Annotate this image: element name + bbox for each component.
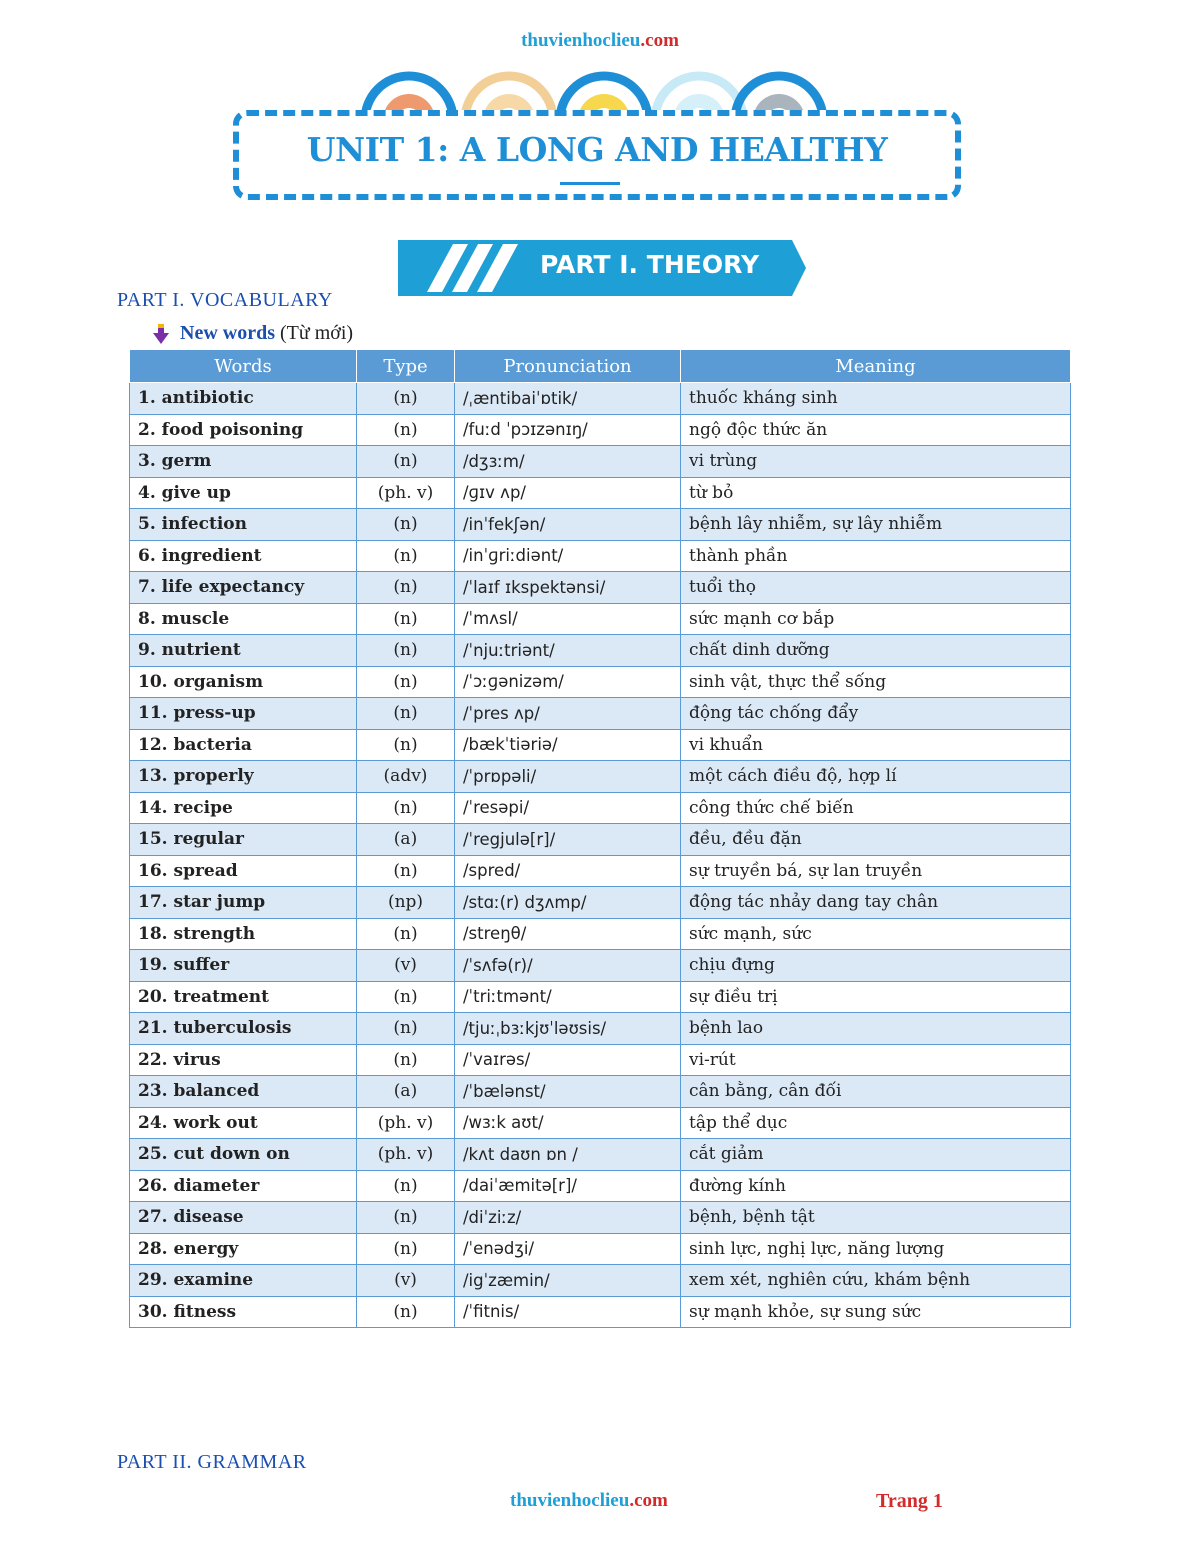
table-cell-type: (n): [357, 572, 455, 604]
table-row: [130, 950, 1071, 982]
table-cell-meaning: thành phần: [681, 540, 1071, 572]
table-cell-type: (n): [357, 1170, 455, 1202]
site-link-top[interactable]: [0, 30, 1200, 52]
table-cell-type: (n): [357, 729, 455, 761]
table-row: [130, 792, 1071, 824]
table-cell-word: 18. strength: [130, 918, 357, 950]
vocabulary-table: [129, 349, 1071, 1328]
site-name: thuvienhoclieu: [521, 30, 641, 51]
table-row: [130, 1170, 1071, 1202]
site-name: thuvienhoclieu: [510, 1490, 630, 1511]
table-cell-meaning: bệnh lao: [681, 1013, 1071, 1045]
title-overflow-line: [560, 180, 640, 188]
page-number: Trang 1: [876, 1490, 943, 1512]
column-header-words: Words: [130, 350, 357, 383]
table-cell-pronunciation: /ˈɔːɡənizəm/: [455, 666, 681, 698]
table-cell-pronunciation: /tjuːˌbɜːkjʊˈləʊsis/: [455, 1013, 681, 1045]
table-row: [130, 540, 1071, 572]
table-cell-word: 26. diameter: [130, 1170, 357, 1202]
table-cell-type: (n): [357, 792, 455, 824]
table-cell-pronunciation: /ˈenədʒi/: [455, 1233, 681, 1265]
unit-title: UNIT 1: A LONG AND HEALTHY: [306, 130, 888, 169]
table-cell-word: 21. tuberculosis: [130, 1013, 357, 1045]
table-cell-word: 3. germ: [130, 446, 357, 478]
table-cell-word: 17. star jump: [130, 887, 357, 919]
table-cell-meaning: chất dinh dưỡng: [681, 635, 1071, 667]
table-cell-word: 13. properly: [130, 761, 357, 793]
table-row: [130, 1076, 1071, 1108]
table-cell-meaning: sức mạnh, sức: [681, 918, 1071, 950]
table-row: [130, 603, 1071, 635]
table-row: [130, 477, 1071, 509]
table-cell-pronunciation: /ˈvaɪrəs/: [455, 1044, 681, 1076]
new-words-subtitle: (Từ mới): [275, 322, 354, 344]
table-cell-type: (a): [357, 1076, 455, 1108]
part-banner-title: PART I. THEORY: [540, 250, 760, 279]
table-cell-pronunciation: /daiˈæmitə[r]/: [455, 1170, 681, 1202]
table-cell-pronunciation: /ˈresəpi/: [455, 792, 681, 824]
table-cell-meaning: sinh vật, thực thể sống: [681, 666, 1071, 698]
table-row: [130, 414, 1071, 446]
table-row: [130, 509, 1071, 541]
table-cell-pronunciation: /ˈmʌsl/: [455, 603, 681, 635]
table-cell-word: 16. spread: [130, 855, 357, 887]
table-cell-word: 4. give up: [130, 477, 357, 509]
table-cell-word: 27. disease: [130, 1202, 357, 1234]
table-cell-meaning: chịu đựng: [681, 950, 1071, 982]
table-cell-word: 29. examine: [130, 1265, 357, 1297]
site-domain: .com: [640, 30, 679, 51]
table-cell-pronunciation: /stɑː(r) dʒʌmp/: [455, 887, 681, 919]
table-cell-pronunciation: /ˌæntibaiˈɒtik/: [455, 383, 681, 415]
table-cell-type: (ph. v): [357, 1139, 455, 1171]
table-cell-word: 10. organism: [130, 666, 357, 698]
table-cell-word: 7. life expectancy: [130, 572, 357, 604]
table-cell-meaning: sự điều trị: [681, 981, 1071, 1013]
table-cell-meaning: ngộ độc thức ăn: [681, 414, 1071, 446]
table-cell-meaning: đều, đều đặn: [681, 824, 1071, 856]
table-cell-meaning: tuổi thọ: [681, 572, 1071, 604]
table-cell-meaning: sự truyền bá, sự lan truyền: [681, 855, 1071, 887]
table-cell-meaning: sự mạnh khỏe, sự sung sức: [681, 1296, 1071, 1328]
table-cell-pronunciation: /ˈlaɪf ɪkspektənsi/: [455, 572, 681, 604]
table-cell-pronunciation: /ˈprɒpəli/: [455, 761, 681, 793]
table-cell-pronunciation: /streŋθ/: [455, 918, 681, 950]
table-row: [130, 1233, 1071, 1265]
table-cell-pronunciation: /bækˈtiəriə/: [455, 729, 681, 761]
table-cell-word: 8. muscle: [130, 603, 357, 635]
table-cell-pronunciation: /dʒɜːm/: [455, 446, 681, 478]
table-cell-meaning: cân bằng, cân đối: [681, 1076, 1071, 1108]
table-cell-word: 24. work out: [130, 1107, 357, 1139]
table-row: [130, 446, 1071, 478]
table-cell-meaning: một cách điều độ, hợp lí: [681, 761, 1071, 793]
table-cell-meaning: đường kính: [681, 1170, 1071, 1202]
table-cell-word: 14. recipe: [130, 792, 357, 824]
table-cell-type: (n): [357, 1233, 455, 1265]
table-row: [130, 1107, 1071, 1139]
table-row: [130, 1265, 1071, 1297]
table-cell-type: (a): [357, 824, 455, 856]
grammar-heading: PART II. GRAMMAR: [117, 1451, 307, 1473]
table-cell-pronunciation: /ˈpres ʌp/: [455, 698, 681, 730]
table-cell-meaning: tập thể dục: [681, 1107, 1071, 1139]
table-cell-type: (n): [357, 414, 455, 446]
table-row: [130, 918, 1071, 950]
table-cell-word: 20. treatment: [130, 981, 357, 1013]
table-row: [130, 666, 1071, 698]
table-row: [130, 698, 1071, 730]
table-cell-pronunciation: /ˈfitnis/: [455, 1296, 681, 1328]
new-words-title: New words: [180, 322, 275, 344]
table-cell-word: 19. suffer: [130, 950, 357, 982]
table-cell-type: (n): [357, 1202, 455, 1234]
table-cell-type: (n): [357, 981, 455, 1013]
table-row: [130, 824, 1071, 856]
table-cell-meaning: bệnh lây nhiễm, sự lây nhiễm: [681, 509, 1071, 541]
table-cell-word: 25. cut down on: [130, 1139, 357, 1171]
table-cell-word: 12. bacteria: [130, 729, 357, 761]
table-row: [130, 729, 1071, 761]
table-cell-pronunciation: /diˈziːz/: [455, 1202, 681, 1234]
table-cell-meaning: sức mạnh cơ bắp: [681, 603, 1071, 635]
table-row: [130, 383, 1071, 415]
new-words-label: [150, 322, 353, 345]
table-cell-word: 9. nutrient: [130, 635, 357, 667]
table-row: [130, 855, 1071, 887]
table-cell-pronunciation: /igˈzæmin/: [455, 1265, 681, 1297]
vocabulary-heading: PART I. VOCABULARY: [117, 289, 333, 311]
table-row: [130, 572, 1071, 604]
table-cell-meaning: động tác nhảy dang tay chân: [681, 887, 1071, 919]
table-cell-pronunciation: /ˈnjuːtriənt/: [455, 635, 681, 667]
table-row: [130, 1013, 1071, 1045]
down-arrow-bullet-icon: [150, 323, 172, 345]
column-header-meaning: Meaning: [681, 350, 1071, 383]
table-cell-meaning: xem xét, nghiên cứu, khám bệnh: [681, 1265, 1071, 1297]
table-cell-type: (v): [357, 1265, 455, 1297]
table-cell-type: (adv): [357, 761, 455, 793]
table-cell-word: 22. virus: [130, 1044, 357, 1076]
table-header-row: [130, 350, 1071, 383]
table-cell-meaning: công thức chế biến: [681, 792, 1071, 824]
table-row: [130, 1202, 1071, 1234]
table-cell-pronunciation: /spred/: [455, 855, 681, 887]
table-cell-type: (n): [357, 383, 455, 415]
table-cell-word: 30. fitness: [130, 1296, 357, 1328]
table-cell-type: (n): [357, 540, 455, 572]
table-cell-type: (n): [357, 666, 455, 698]
table-row: [130, 887, 1071, 919]
table-cell-word: 1. antibiotic: [130, 383, 357, 415]
table-cell-meaning: động tác chống đẩy: [681, 698, 1071, 730]
table-cell-type: (ph. v): [357, 1107, 455, 1139]
table-cell-word: 28. energy: [130, 1233, 357, 1265]
table-cell-meaning: cắt giảm: [681, 1139, 1071, 1171]
table-cell-meaning: thuốc kháng sinh: [681, 383, 1071, 415]
table-cell-type: (n): [357, 1013, 455, 1045]
column-header-pronunciation: Pronunciation: [455, 350, 681, 383]
table-cell-pronunciation: /ˈtriːtmənt/: [455, 981, 681, 1013]
table-cell-pronunciation: /inˈɡriːdiənt/: [455, 540, 681, 572]
table-cell-meaning: vi-rút: [681, 1044, 1071, 1076]
table-cell-type: (n): [357, 509, 455, 541]
table-cell-type: (n): [357, 1296, 455, 1328]
table-cell-type: (v): [357, 950, 455, 982]
table-row: [130, 1044, 1071, 1076]
table-cell-type: (n): [357, 603, 455, 635]
table-cell-word: 6. ingredient: [130, 540, 357, 572]
table-cell-pronunciation: /wɜːk aʊt/: [455, 1107, 681, 1139]
table-cell-meaning: bệnh, bệnh tật: [681, 1202, 1071, 1234]
column-header-type: Type: [357, 350, 455, 383]
table-cell-word: 2. food poisoning: [130, 414, 357, 446]
table-cell-pronunciation: /ˈregjulə[r]/: [455, 824, 681, 856]
table-cell-word: 23. balanced: [130, 1076, 357, 1108]
table-cell-type: (n): [357, 446, 455, 478]
table-cell-type: (np): [357, 887, 455, 919]
table-row: [130, 981, 1071, 1013]
table-row: [130, 1139, 1071, 1171]
table-cell-type: (n): [357, 635, 455, 667]
table-cell-word: 11. press-up: [130, 698, 357, 730]
table-cell-word: 15. regular: [130, 824, 357, 856]
table-cell-pronunciation: /fuːd ˈpɔɪzənɪŋ/: [455, 414, 681, 446]
table-cell-meaning: từ bỏ: [681, 477, 1071, 509]
table-cell-pronunciation: /ˈbælənst/: [455, 1076, 681, 1108]
table-cell-pronunciation: /inˈfekʃən/: [455, 509, 681, 541]
table-cell-type: (ph. v): [357, 477, 455, 509]
table-cell-pronunciation: /ɡɪv ʌp/: [455, 477, 681, 509]
table-cell-type: (n): [357, 698, 455, 730]
table-cell-meaning: vi khuẩn: [681, 729, 1071, 761]
table-cell-word: 5. infection: [130, 509, 357, 541]
table-cell-meaning: vi trùng: [681, 446, 1071, 478]
table-row: [130, 761, 1071, 793]
site-domain: .com: [629, 1490, 668, 1511]
table-cell-pronunciation: /kʌt daʊn ɒn /: [455, 1139, 681, 1171]
table-cell-type: (n): [357, 918, 455, 950]
table-row: [130, 1296, 1071, 1328]
table-cell-type: (n): [357, 1044, 455, 1076]
table-cell-type: (n): [357, 855, 455, 887]
table-cell-meaning: sinh lực, nghị lực, năng lượng: [681, 1233, 1071, 1265]
site-link-bottom[interactable]: [510, 1490, 668, 1512]
table-row: [130, 635, 1071, 667]
table-cell-pronunciation: /ˈsʌfə(r)/: [455, 950, 681, 982]
